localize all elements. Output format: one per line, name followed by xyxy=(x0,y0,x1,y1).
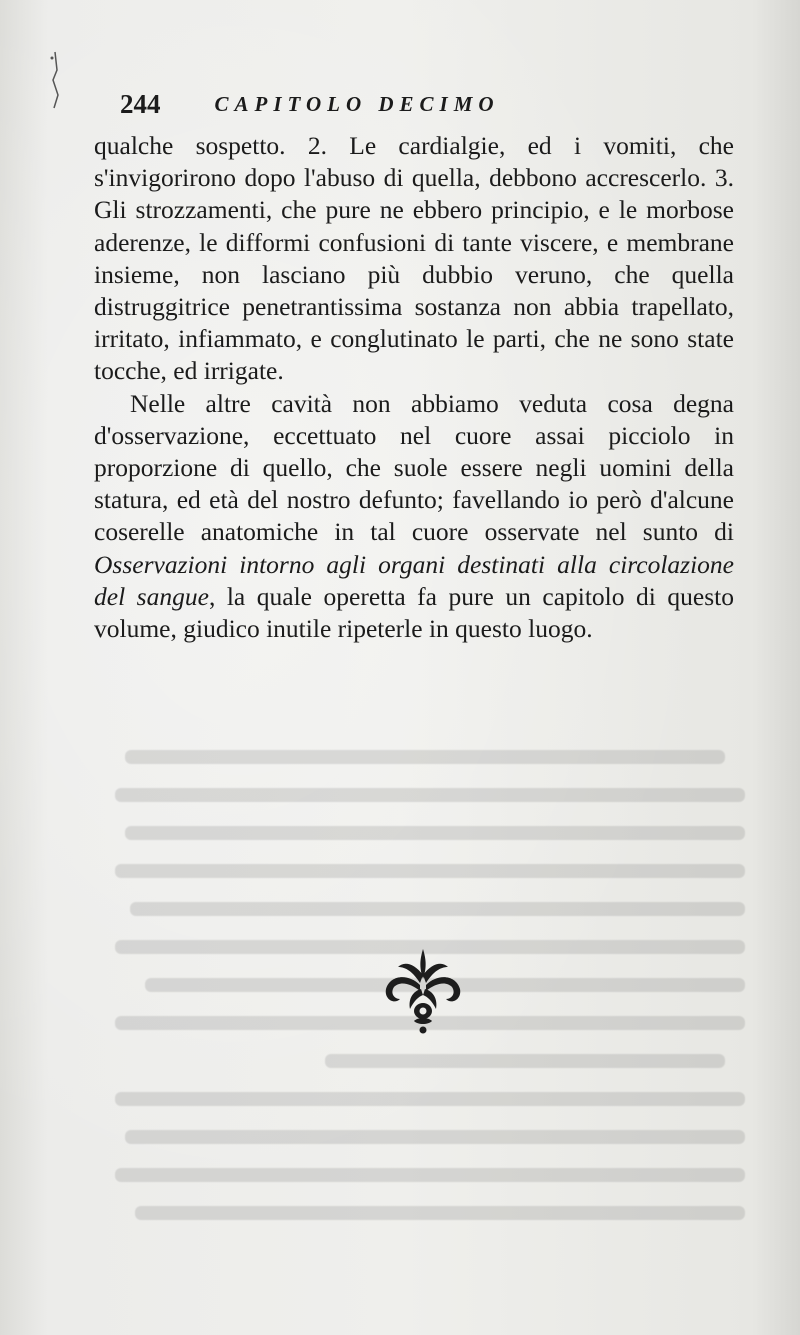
ink-smudge-icon xyxy=(40,50,70,110)
paragraph-1-text: qualche sospetto. 2. Le cardialgie, ed i vomiti, che s'invigorirono dopo l'abuso di quella, debbono accrescerlo. 3. Gli strozzamenti, che pure ne ebbero principio, e le morbose aderenze, le difformi confusioni di tante viscere, e membrane insieme, non lasciano più dubbio veruno, che quella distruggitrice penetrantissima sostanza non abbia trapellato, irritato, infiammato, e conglutinato le parti, che ne sono state tocche, ed irrigate. xyxy=(94,131,734,386)
running-title: CAPITOLO DECIMO xyxy=(214,91,500,116)
fleuron-ornament-icon xyxy=(380,945,466,1035)
paragraph-2-end: , la quale operetta fa pure un capitolo di questo volume, giudico inutile ripeterle in questo luogo. xyxy=(94,581,734,644)
running-header xyxy=(120,84,740,124)
paragraph-1 xyxy=(94,130,734,388)
body-text xyxy=(94,130,734,645)
paragraph-2-text: Nelle altre cavità non abbiamo veduta cosa degna d'osservazione, eccettuato nel cuore assai picciolo in proporzione di quello, che suole essere negli uomini della statura, ed età del nostro defunto; favellando io però d'alcune coserelle anatomiche in tal cuore osservate nel sunto di xyxy=(94,388,734,547)
work-title-italic: Osservazioni intorno agli organi destinati alla circolazione del sangue xyxy=(94,549,734,611)
paragraph-2 xyxy=(94,388,734,646)
page-number: 244 xyxy=(120,88,161,119)
